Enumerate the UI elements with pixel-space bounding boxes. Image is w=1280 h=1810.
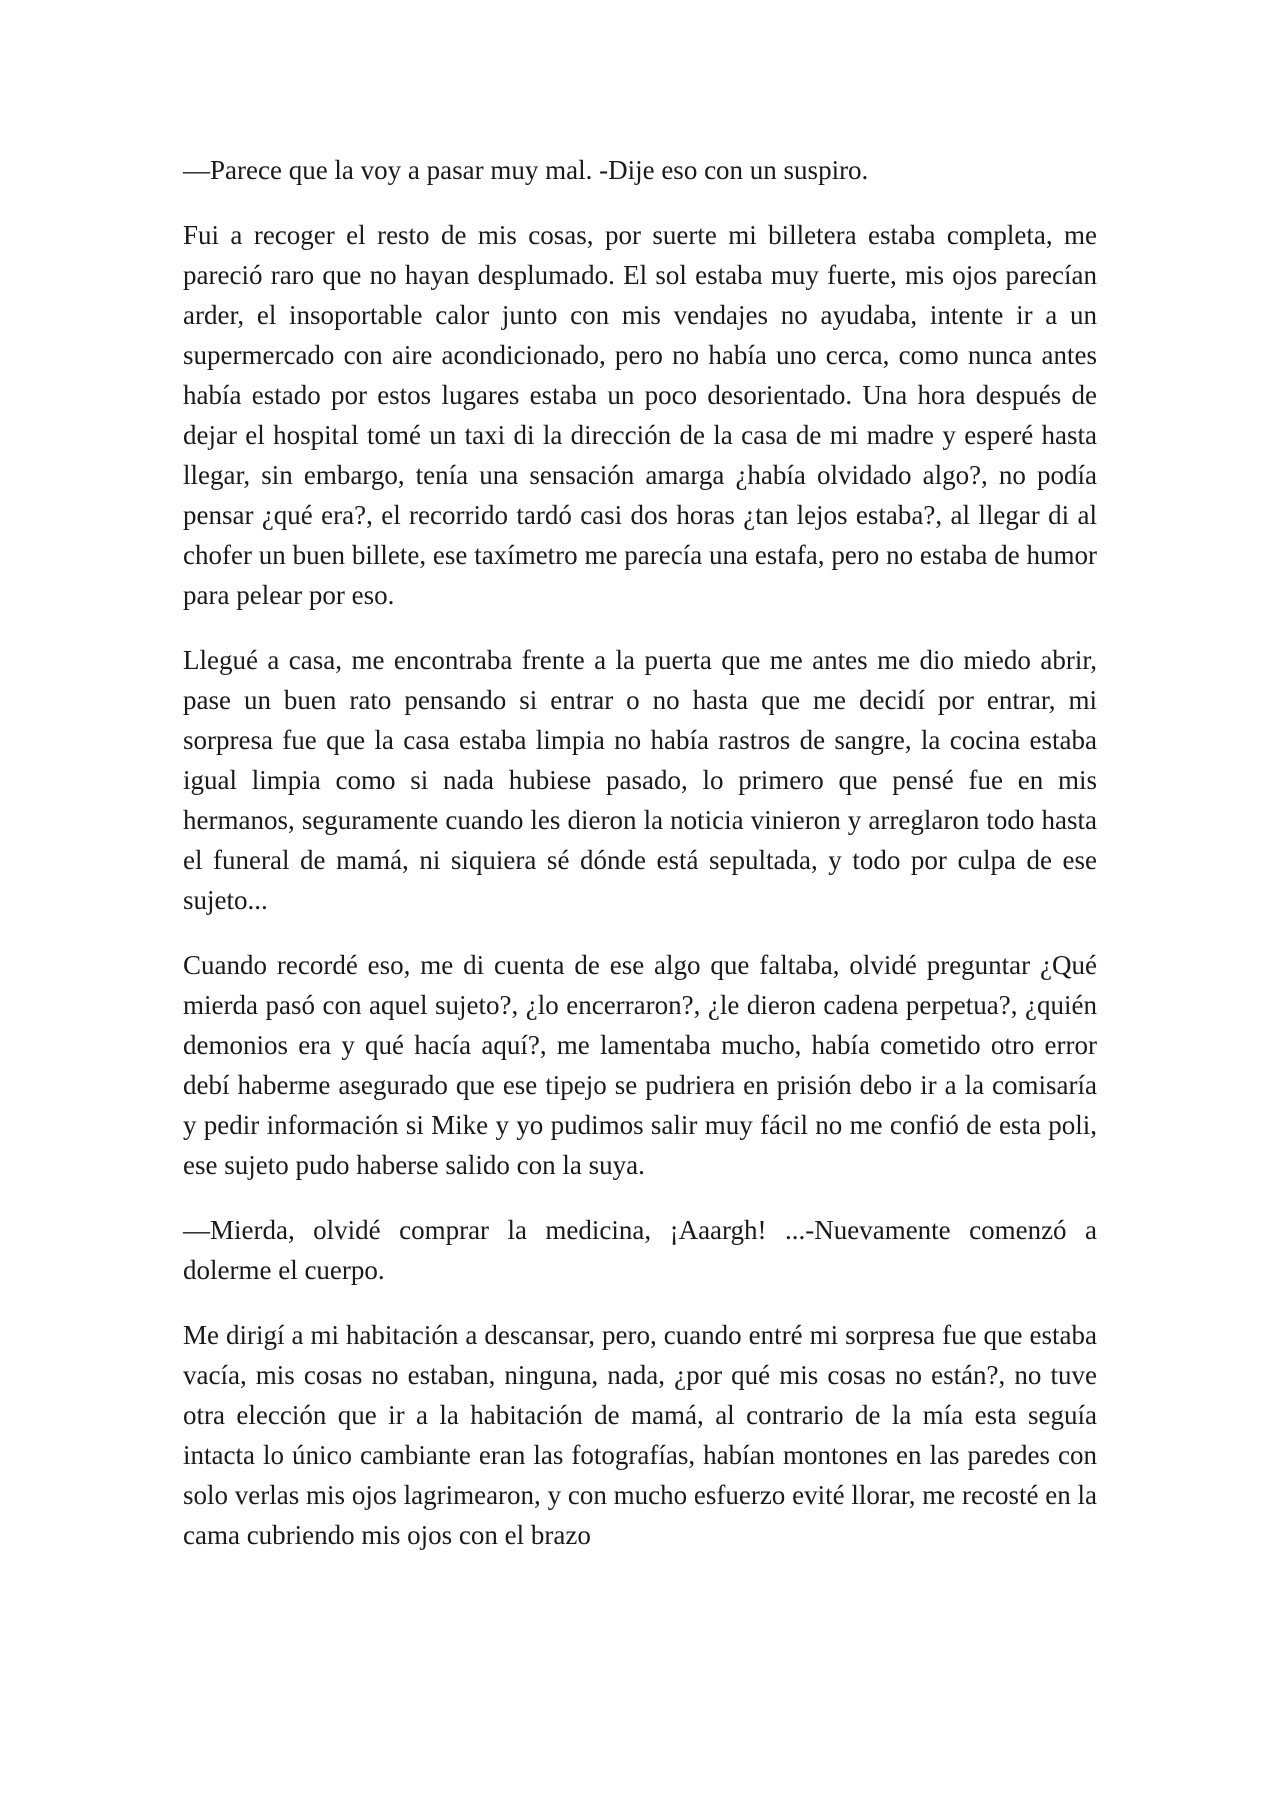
paragraph-3: Llegué a casa, me encontraba frente a la puerta que me antes me dio miedo abrir, pase un buen rato pensando si entrar o no hasta que me decidí por entrar, mi sorpresa fue que la casa estaba limpia no había rastros de sangre, la cocina estaba igual limpia como si nada hubiese pasado, lo primero que pensé fue en mis hermanos, seguramente cuando les dieron la noticia vinieron y arreglaron todo hasta el funeral de mamá, ni siquiera sé dónde está sepultada, y todo por culpa de ese sujeto... xyxy=(183,645,1097,915)
paragraph-dialog-1: —Parece que la voy a pasar muy mal. -Dije eso con un suspiro. xyxy=(183,155,869,185)
paragraph-6: Me dirigí a mi habitación a descansar, pero, cuando entré mi sorpresa fue que estaba vacía, mis cosas no estaban, ninguna, nada, ¿por qué mis cosas no están?, no tuve otra elección que ir a la habitación de mamá, al contrario de la mía esta seguía intacta lo único cambiante eran las fotografías, habían montones en las paredes con solo verlas mis ojos lagrimearon, y con mucho esfuerzo evité llorar, me recosté en la cama cubriendo mis ojos con el brazo xyxy=(183,1320,1097,1550)
paragraph-4: Cuando recordé eso, me di cuenta de ese algo que faltaba, olvidé preguntar ¿Qué mierda pasó con aquel sujeto?, ¿lo encerraron?, ¿le dieron cadena perpetua?, ¿quién demonios era y qué hacía aquí?, me lamentaba mucho, había cometido otro error debí haberme asegurado que ese tipejo se pudriera en prisión debo ir a la comisaría y pedir información si Mike y yo pudimos salir muy fácil no me confió de esta poli, ese sujeto pudo haberse salido con la suya. xyxy=(183,950,1097,1180)
paragraph-dialog-5: —Mierda, olvidé comprar la medicina, ¡Aaargh! ...-Nuevamente comenzó a dolerme el cuerpo. xyxy=(183,1215,1097,1285)
paragraph-2: Fui a recoger el resto de mis cosas, por suerte mi billetera estaba completa, me pareció raro que no hayan desplumado. El sol estaba muy fuerte, mis ojos parecían arder, el insoportable calor junto con mis vendajes no ayudaba, intente ir a un supermercado con aire acondicionado, pero no había uno cerca, como nunca antes había estado por estos lugares estaba un poco desorientado. Una hora después de dejar el hospital tomé un taxi di la dirección de la casa de mi madre y esperé hasta llegar, sin embargo, tenía una sensación amarga ¿había olvidado algo?, no podía pensar ¿qué era?, el recorrido tardó casi dos horas ¿tan lejos estaba?, al llegar di al chofer un buen billete, ese taxímetro me parecía una estafa, pero no estaba de humor para pelear por eso. xyxy=(183,220,1097,610)
body-text xyxy=(183,150,1097,1555)
